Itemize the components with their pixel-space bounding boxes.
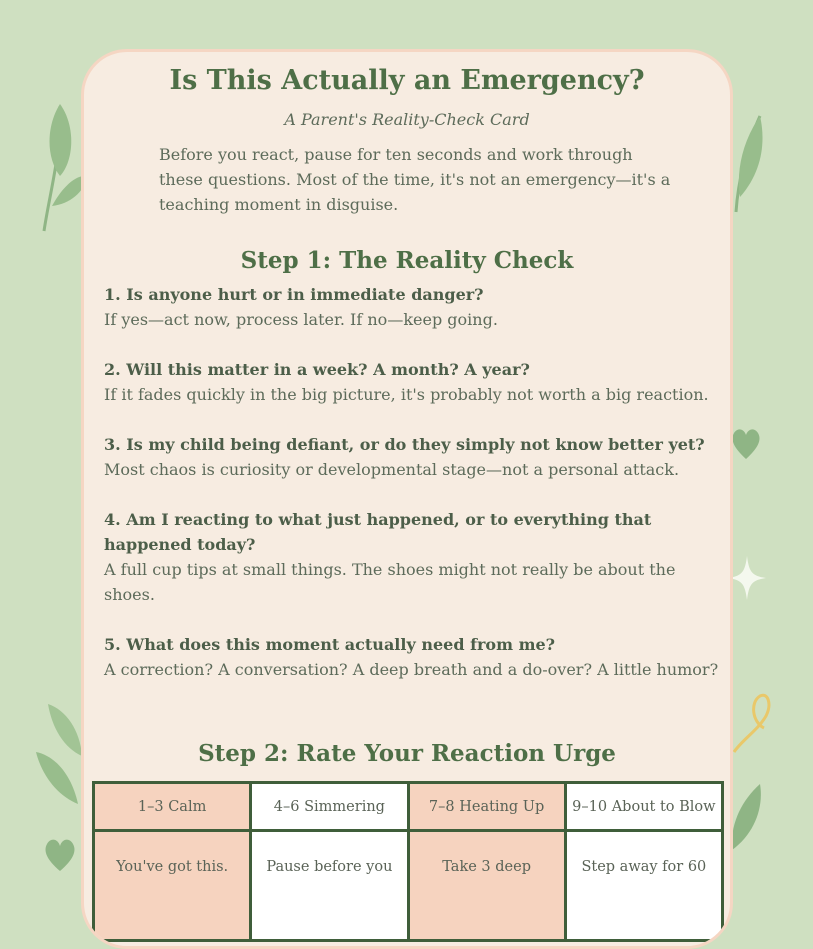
rating-response-about-to-blow: Step away for 60	[565, 831, 722, 941]
intro-paragraph: Before you react, pause for ten seconds and work through these questions. Most of the time, it's not an emergency—it's a teaching moment in disguise.	[159, 145, 671, 214]
card-title: Is This Actually an Emergency?	[169, 65, 645, 96]
reality-check-card	[81, 49, 733, 949]
question-heading: 5. What does this moment actually need from me?	[104, 635, 556, 654]
heart-right-icon	[730, 426, 762, 460]
rating-header-simmering: 4–6 Simmering	[251, 783, 408, 831]
question-heading: 3. Is my child being defiant, or do they simply not know better yet?	[104, 435, 705, 454]
rating-header-about-to-blow: 9–10 About to Blow	[565, 783, 722, 831]
question-answer: Most chaos is curiosity or developmental stage—not a personal attack.	[104, 460, 680, 479]
table-header-row	[94, 783, 723, 831]
question-answer: A full cup tips at small things. The shoes might not really be about the shoes.	[104, 560, 676, 604]
question-item	[104, 357, 724, 407]
question-item	[104, 507, 724, 607]
leaf-right-bottom-icon	[728, 782, 764, 852]
swirl-icon	[728, 690, 773, 755]
rating-header-calm: 1–3 Calm	[94, 783, 251, 831]
sparkle-icon	[728, 556, 766, 600]
rating-response-calm: You've got this.	[94, 831, 251, 941]
question-item	[104, 282, 724, 332]
question-heading: 4. Am I reacting to what just happened, or to everything that happened today?	[104, 510, 652, 554]
step2-title: Step 2: Rate Your Reaction Urge	[198, 740, 616, 767]
table-row	[94, 831, 723, 941]
question-list	[104, 282, 724, 682]
rating-response-heating-up: Take 3 deep	[408, 831, 565, 941]
heart-left-icon	[43, 836, 77, 872]
question-heading: 1. Is anyone hurt or in immediate danger?	[104, 285, 484, 304]
question-heading: 2. Will this matter in a week? A month? A year?	[104, 360, 530, 379]
question-answer: If it fades quickly in the big picture, it's probably not worth a big reaction.	[104, 385, 709, 404]
question-item	[104, 432, 724, 482]
rating-response-simmering: Pause before you	[251, 831, 408, 941]
question-item	[104, 632, 724, 682]
question-answer: If yes—act now, process later. If no—keep going.	[104, 310, 498, 329]
step1-title: Step 1: The Reality Check	[240, 247, 574, 274]
rating-header-heating-up: 7–8 Heating Up	[408, 783, 565, 831]
reaction-rating-table	[92, 781, 724, 942]
card-subtitle: A Parent's Reality-Check Card	[284, 110, 530, 129]
question-answer: A correction? A conversation? A deep breath and a do-over? A little humor?	[104, 660, 719, 679]
